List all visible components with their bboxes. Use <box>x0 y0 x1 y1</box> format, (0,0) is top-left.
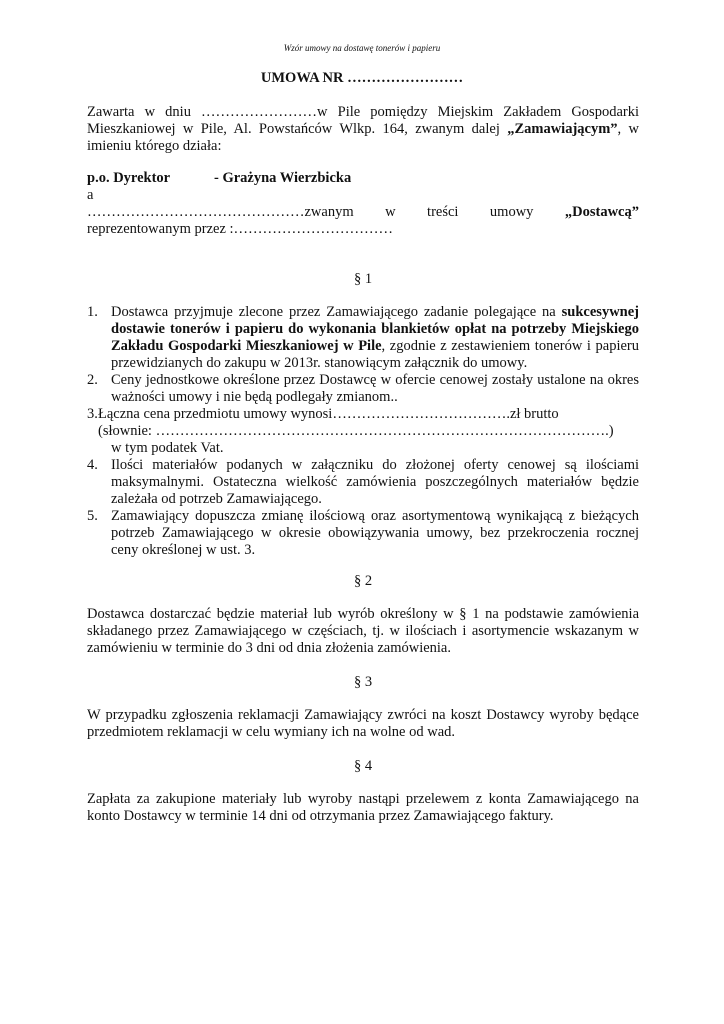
section-3-heading: § 3 <box>353 674 373 690</box>
item-number: 1. <box>87 304 98 320</box>
list-item <box>87 372 639 406</box>
item-1-text-pre: Dostawca przyjmuje zlecone przez Zamawiającego zadanie polegające na <box>111 304 562 320</box>
header-note: Wzór umowy na dostawę tonerów i papieru <box>283 43 441 53</box>
supplier-word-2: treści <box>427 204 459 220</box>
intro-text-2: , w imieniu którego działa: <box>87 121 639 154</box>
item-number: 4. <box>87 457 98 473</box>
director-name: - Grażyna Wierzbicka <box>214 170 352 186</box>
intro-paragraph <box>87 104 639 155</box>
section-4-text: Zapłata za zakupione materiały lub wyroby nastąpi przelewem z konta Zamawiającego na konto Dostawcy w terminie 14 dni od otrzymania przez Zamawiającego faktury. <box>87 791 639 824</box>
section-2-text: Dostawca dostarczać będzie materiał lub wyrób określony w § 1 na podstawie zamówienia składanego przez Zamawiającego w częściach, tj. w ilościach i asortymencie wskazanym w zamówieniu w terminie do 3 dni od dnia złożenia zamówienia. <box>87 606 639 656</box>
supplier-word-1: w <box>385 204 396 220</box>
supplier-dots: ………………………………………zwanym <box>87 204 354 220</box>
list-item <box>87 457 639 508</box>
director-label: p.o. Dyrektor <box>87 170 171 186</box>
conjunction: a <box>87 187 94 203</box>
item-3-line-1: Łączna cena przedmiotu umowy wynosi……………………………….zł brutto <box>98 406 559 422</box>
item-2-text: Ceny jednostkowe określone przez Dostawcę w ofercie cenowej zostały ustalone na okres ważności umowy i nie będą podlegały zmianom.. <box>111 372 639 405</box>
section-2-heading: § 2 <box>353 573 373 589</box>
contract-title: UMOWA NR …………………… <box>260 70 464 86</box>
section-1-heading: § 1 <box>353 271 373 287</box>
item-4-text: Ilości materiałów podanych w załączniku do złożonej oferty cenowej są ilościami maksymalnymi. Ostateczna wielkość zamówienia poszczególnych materiałów będzie zależała od potrzeb Zamawiającego. <box>111 457 639 507</box>
list-item <box>87 406 639 457</box>
section-3-text: W przypadku zgłoszenia reklamacji Zamawiający zwróci na koszt Dostawcy wyroby będące przedmiotem reklamacji w celu wymiany ich na wolne od wad. <box>87 707 639 740</box>
item-3-line-2: (słownie: ………………………………………………………………………………….) <box>98 423 614 439</box>
list-item <box>87 508 639 559</box>
item-3-line-3: w tym podatek Vat. <box>111 440 224 456</box>
section-4-heading: § 4 <box>353 758 373 774</box>
item-number: 3. <box>87 406 98 422</box>
item-number: 2. <box>87 372 98 388</box>
director-row <box>87 170 639 187</box>
supplier-term: „Dostawcą” <box>564 204 639 220</box>
list-item <box>87 304 639 372</box>
section-1-list <box>87 304 639 559</box>
intro-text-1: Zawarta w dniu ……………………w Pile pomiędzy Miejskim Zakładem Gospodarki Mieszkaniowej w Pile, Al. Powstańców Wlkp. 164, zwanym dalej <box>87 104 639 137</box>
item-1-text-post: , zgodnie z zestawieniem tonerów i papieru przewidzianych do zakupu w 2013r. stanowiącym załącznik do umowy. <box>111 338 639 371</box>
supplier-word-3: umowy <box>489 204 534 220</box>
supplier-line <box>87 204 639 221</box>
item-1-text-bold: sukcesywnej dostawie tonerów i papieru do wykonania blankietów opłat na potrzeby Miejskiego Zakładu Gospodarki Mieszkaniowej w Pile <box>111 304 639 354</box>
intro-ordering-party: „Zamawiającym” <box>507 121 618 137</box>
item-number: 5. <box>87 508 98 524</box>
item-5-text: Zamawiający dopuszcza zmianę ilościową oraz asortymentową wynikającą z bieżących potrzeb Zamawiającego w okresie obowiązywania umowy, bez przekroczenia rocznej ceny określonej w ust. 3. <box>111 508 639 558</box>
represented-by: reprezentowanym przez :…………………………… <box>87 221 394 237</box>
